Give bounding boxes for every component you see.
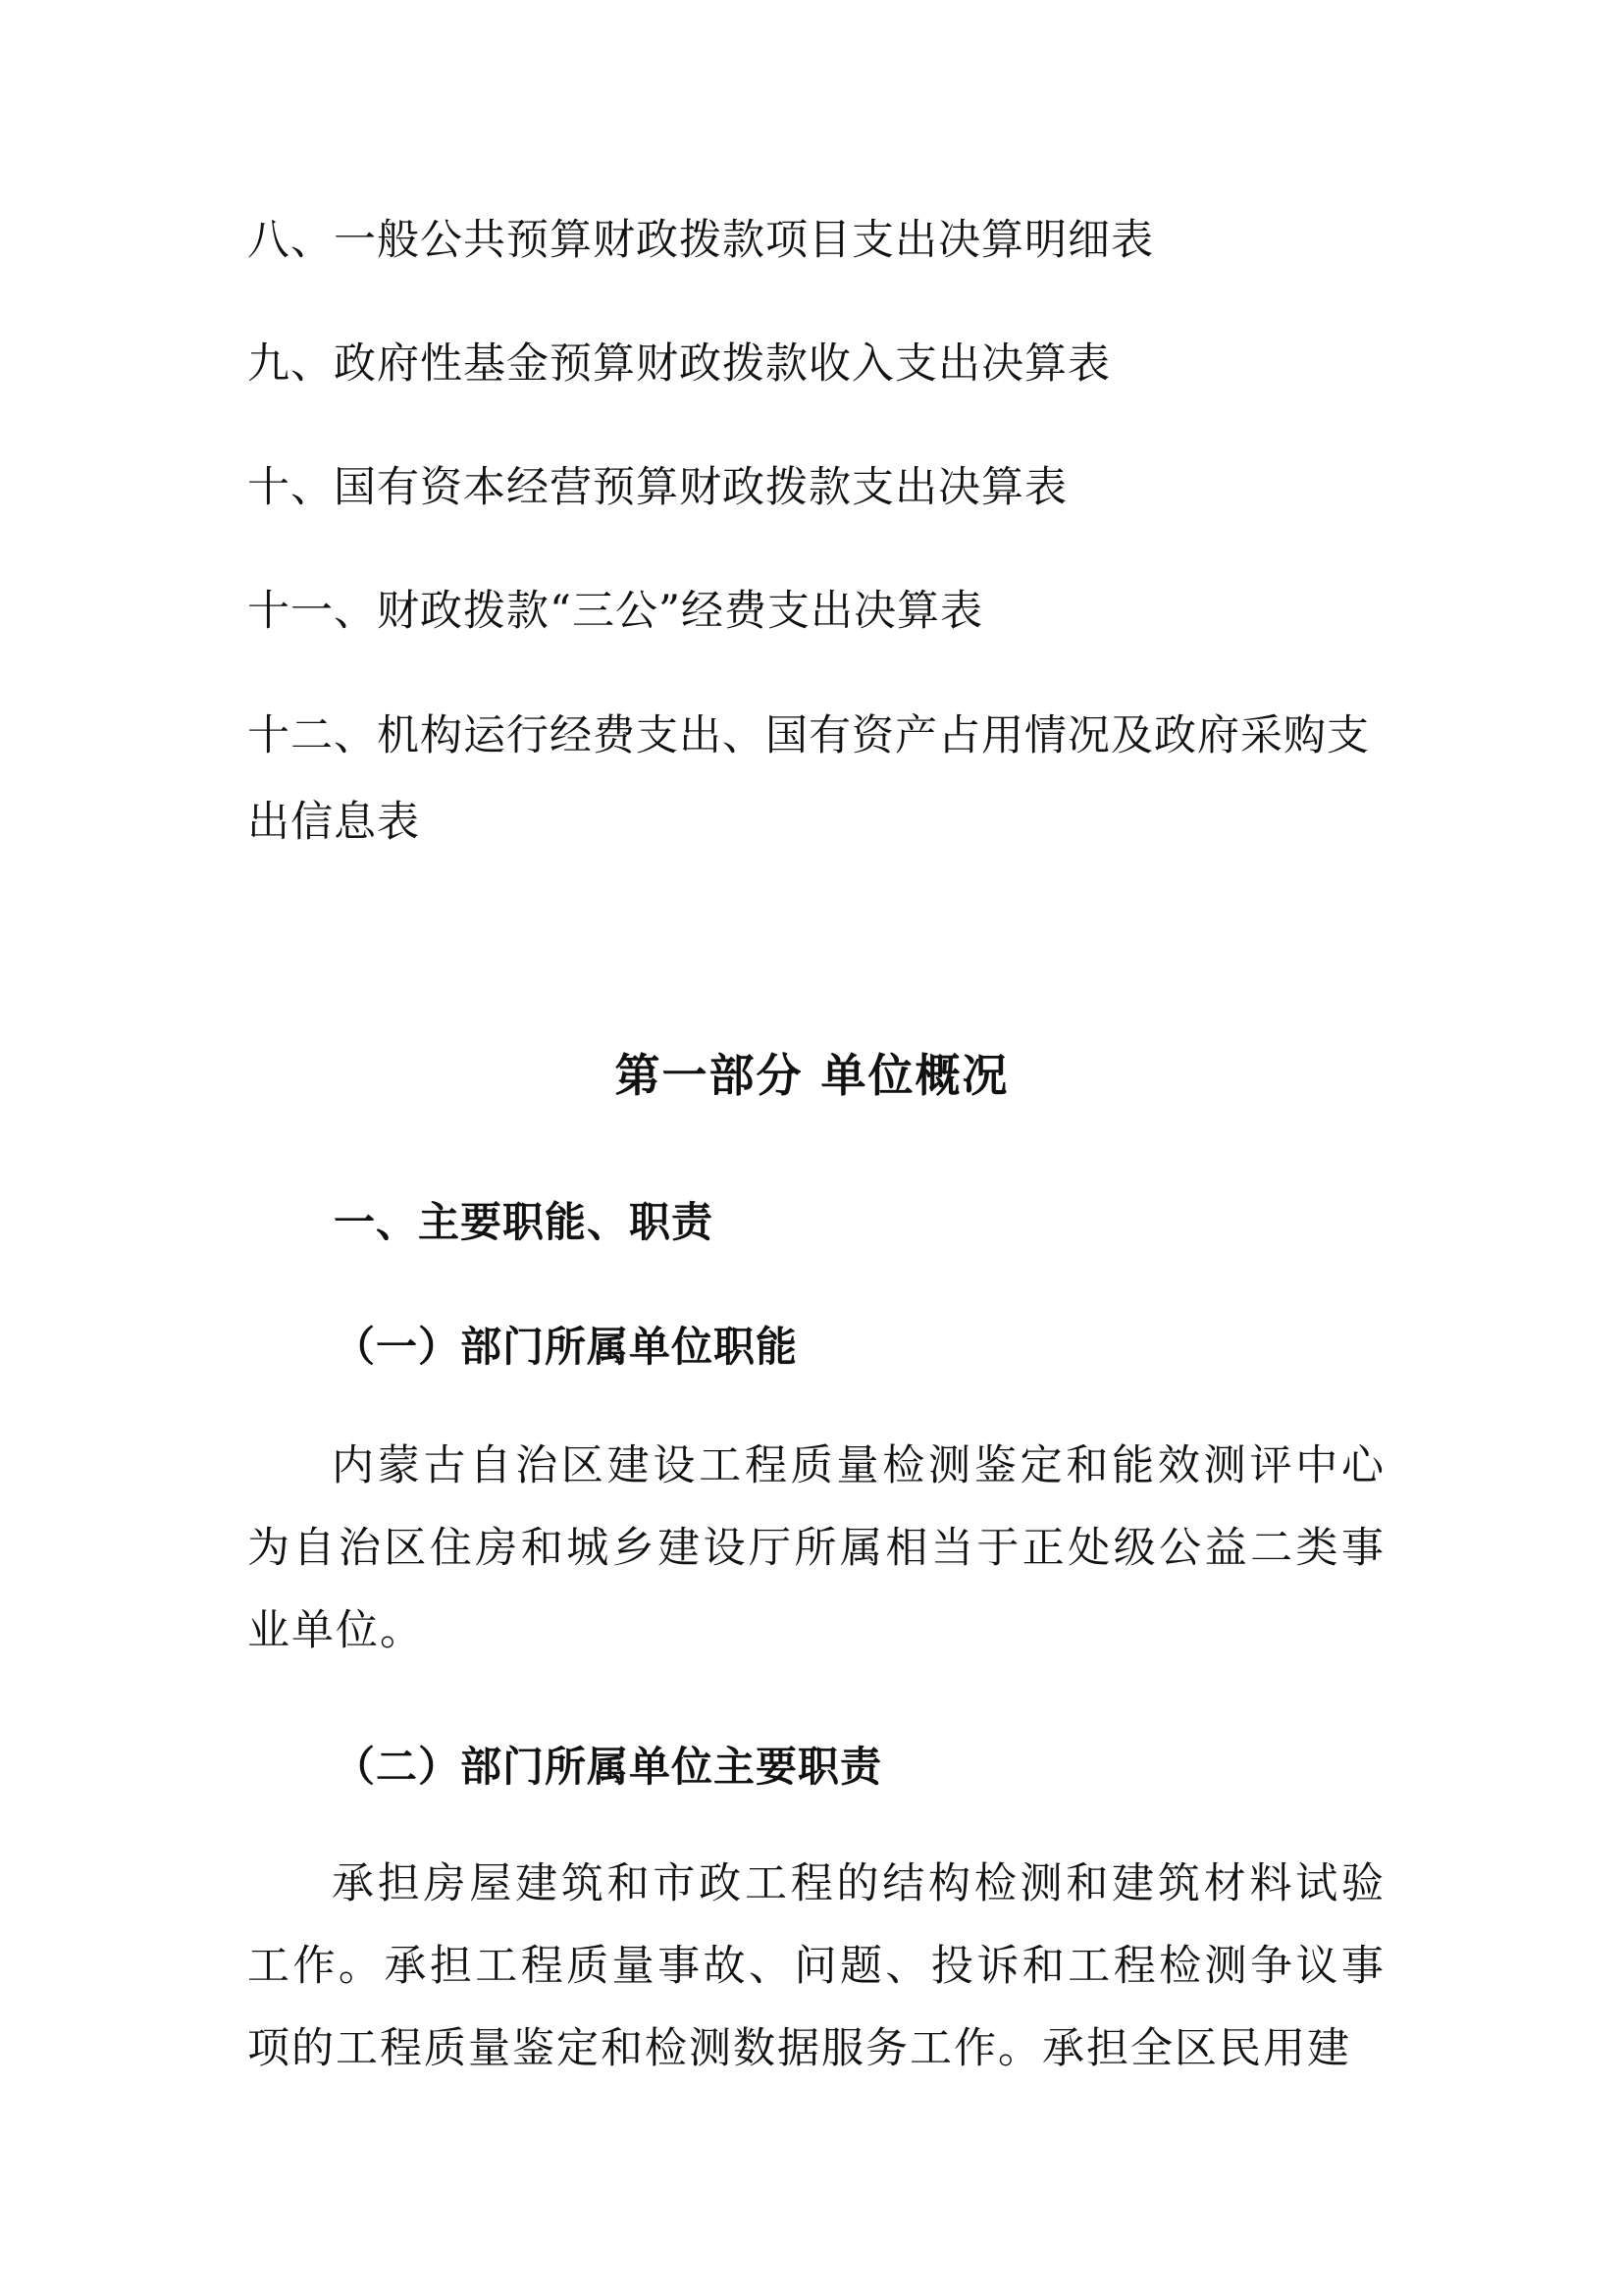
subsection-text-2: 承担房屋建筑和市政工程的结构检测和建筑材料试验工作。承担工程质量事故、问题、投诉和工程检测争议事项的工程质量鉴定和检测数据服务工作。承担全区民用建 [247, 1859, 1386, 2073]
toc-item-11: 十一、财政拨款“三公”经费支出决算表 [247, 587, 983, 636]
toc-item-9: 九、政府性基金预算财政拨款收入支出决算表 [247, 339, 1111, 389]
subsection-heading-1: （一）部门所属单位职能 [334, 1323, 799, 1371]
section-heading: 一、主要职能、职责 [334, 1198, 714, 1246]
subsection-heading-2: （二）部门所属单位主要职责 [334, 1743, 883, 1791]
toc-item-10: 十、国有资本经营预算财政拨款支出决算表 [247, 463, 1068, 512]
part-title: 第一部分 单位概况 [614, 1049, 1010, 1102]
toc-item-12: 十二、机构运行经费支出、国有资产占用情况及政府采购支出信息表 [247, 711, 1370, 847]
subsection-text-1: 内蒙古自治区建设工程质量检测鉴定和能效测评中心为自治区住房和城乡建设厅所属相当于正处级公益二类事业单位。 [247, 1441, 1386, 1655]
toc-item-8: 八、一般公共预算财政拨款项目支出决算明细表 [247, 216, 1154, 265]
